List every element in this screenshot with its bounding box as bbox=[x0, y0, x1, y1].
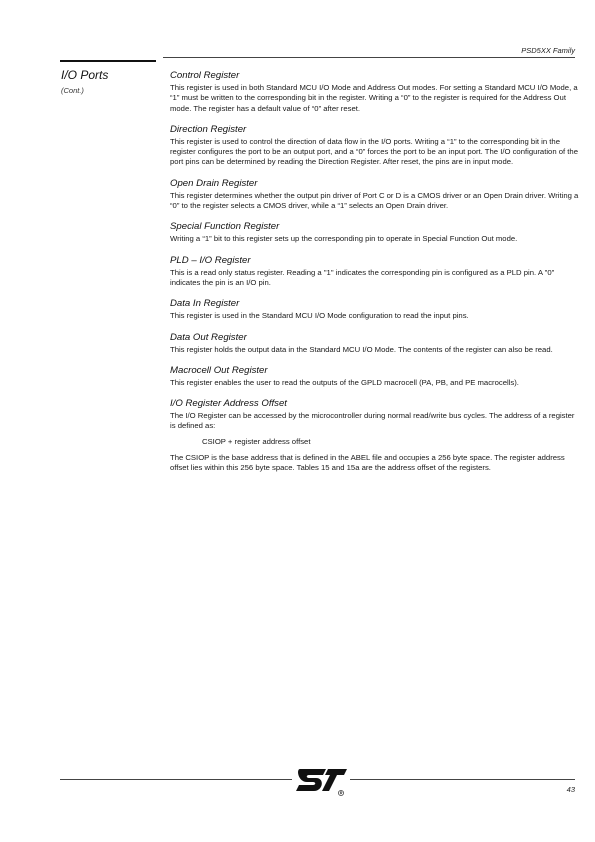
block-paragraph: The CSIOP is the base address that is defined in the ABEL file and occupies a 256 byte space. The register address offset lies within this 256 byte space. Tables 15 and 15a are the address offset of the registers. bbox=[170, 452, 565, 473]
special-function-register-block bbox=[170, 221, 580, 244]
data-out-register-block bbox=[170, 332, 580, 355]
data-in-register-block bbox=[170, 298, 580, 321]
block-heading: Macrocell Out Register bbox=[170, 364, 268, 376]
content-column bbox=[170, 70, 580, 483]
block-paragraph: This register enables the user to read the outputs of the GPLD macrocell (PA, PB, and PE macrocells). bbox=[170, 377, 519, 387]
block-paragraph: The I/O Register can be accessed by the microcontroller during normal read/write bus cycles. The address of a register is defined as: bbox=[170, 411, 575, 431]
macrocell-out-register-block bbox=[170, 365, 580, 388]
block-heading: Special Function Register bbox=[170, 221, 280, 233]
footer-rule-right bbox=[350, 779, 575, 780]
block-heading: PLD – I/O Register bbox=[170, 254, 251, 266]
block-paragraph: This is a read only status register. Reading a "1" indicates the corresponding pin is configured as a PLD pin. A "0" indicates the pin is an I/O pin. bbox=[170, 267, 555, 287]
direction-register-block bbox=[170, 124, 580, 168]
control-register-block bbox=[170, 70, 580, 114]
block-heading: Data In Register bbox=[170, 298, 240, 310]
block-paragraph: This register holds the output data in the Standard MCU I/O Mode. The contents of the register can also be read. bbox=[170, 344, 553, 354]
footer-rule-left bbox=[60, 779, 292, 780]
block-heading: I/O Register Address Offset bbox=[170, 398, 287, 410]
block-paragraph: This register is used to control the direction of data flow in the I/O ports. Writing a “1” to the corresponding bit in the register configures the port to be an output port, and a “0” forces the port to be an input port. The I/O configuration of the port pins can be determined by reading the Direction Register. After reset, the pins are in input mode. bbox=[170, 136, 578, 167]
section-title: I/O Ports bbox=[61, 68, 109, 82]
open-drain-register-block bbox=[170, 178, 580, 212]
block-heading: Direction Register bbox=[170, 123, 247, 135]
page-number: 43 bbox=[566, 785, 575, 794]
block-paragraph: This register is used in both Standard MCU I/O Mode and Address Out modes. For setting a Standard MCU I/O Mode, a “1” must be written to the corresponding bit in the register. Writing a “0” to the register is required for the Address Out mode. The register has a default value of “0” after reset. bbox=[170, 83, 578, 113]
section-continued: (Cont.) bbox=[61, 86, 84, 95]
block-paragraph: This register determines whether the output pin driver of Port C or D is a CMOS driver or an Open Drain driver. Writing a “0” to the register selects a CMOS driver, while a “1” selects an Open Drain driver. bbox=[170, 190, 579, 211]
block-paragraph: This register is used in the Standard MCU I/O Mode configuration to read the input pins. bbox=[170, 311, 469, 321]
header-family-name: PSD5XX Family bbox=[521, 46, 575, 55]
block-paragraph: Writing a “1” bit to this register sets up the corresponding pin to operate in Special Function Out mode. bbox=[170, 234, 518, 244]
block-heading: Data Out Register bbox=[170, 331, 247, 343]
block-heading: Control Register bbox=[170, 70, 240, 81]
st-logo-icon bbox=[294, 765, 348, 797]
address-formula: CSIOP + register address offset bbox=[202, 436, 311, 446]
address-offset-block bbox=[170, 398, 580, 473]
section-rule bbox=[60, 60, 156, 62]
header-rule bbox=[163, 57, 575, 58]
block-heading: Open Drain Register bbox=[170, 177, 258, 189]
pld-io-register-block bbox=[170, 255, 580, 289]
